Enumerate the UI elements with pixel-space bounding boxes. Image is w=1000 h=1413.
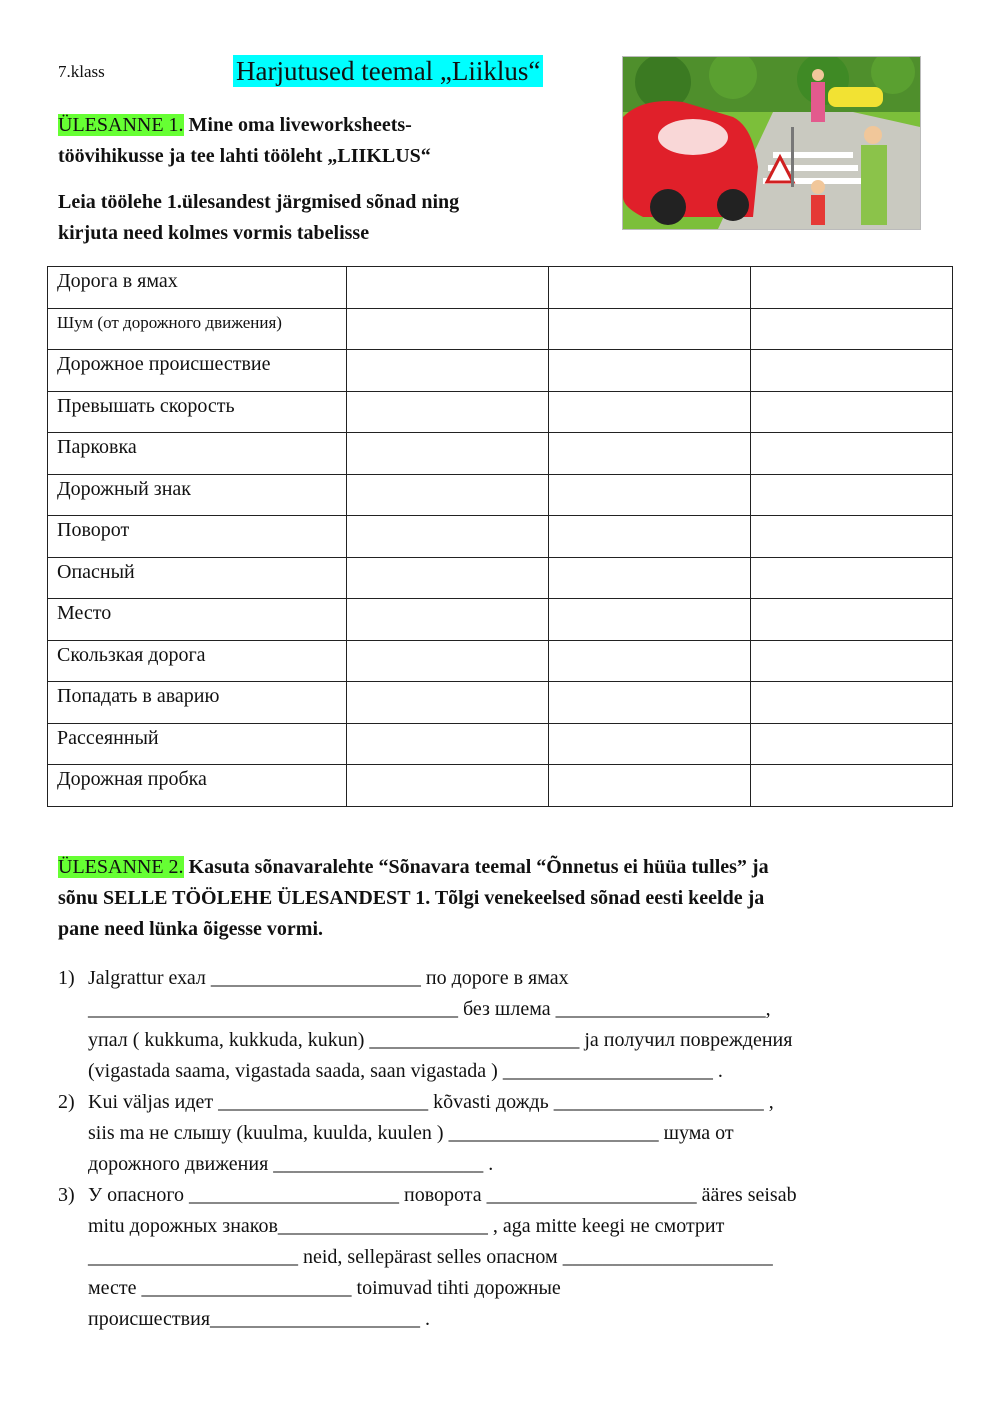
table-row (48, 723, 953, 765)
answer-cell-form-2[interactable] (549, 516, 751, 558)
exercise-number: 2) (58, 1091, 75, 1113)
answer-cell-form-3[interactable] (751, 557, 953, 599)
answer-cell-form-2[interactable] (549, 557, 751, 599)
answer-cell-form-2[interactable] (549, 640, 751, 682)
answer-cell-form-3[interactable] (751, 765, 953, 807)
table-row (48, 682, 953, 724)
russian-word-cell: Дорожная пробка (48, 765, 347, 807)
answer-cell-form-3[interactable] (751, 433, 953, 475)
exercise-line: Kui väljas идет _____________________ kõvasti дождь _____________________ , (88, 1091, 774, 1113)
exercise-line: У опасного _____________________ поворота _____________________ ääres seisab (88, 1184, 797, 1206)
exercise-line: происшествия_____________________ . (88, 1308, 431, 1330)
answer-cell-form-2[interactable] (549, 599, 751, 641)
task1-label: ÜLESANNE 1. (58, 114, 184, 136)
task2-text-a: Kasuta sõnavaralehte “Sõnavara teemal “Õnnetus ei hüüa tulles” ja (183, 856, 769, 878)
answer-cell-form-3[interactable] (751, 723, 953, 765)
russian-word-cell: Дорога в ямах (48, 267, 347, 309)
answer-cell-form-2[interactable] (549, 474, 751, 516)
answer-cell-form-1[interactable] (347, 682, 549, 724)
exercise-item (58, 963, 958, 1087)
exercise-item (58, 1180, 958, 1335)
table-row (48, 350, 953, 392)
answer-cell-form-2[interactable] (549, 682, 751, 724)
russian-word-cell: Превышать скорость (48, 391, 347, 433)
task2-text-c: pane need lünka õigesse vormi. (58, 918, 324, 940)
table-row (48, 308, 953, 350)
table-row (48, 474, 953, 516)
answer-cell-form-3[interactable] (751, 267, 953, 309)
task2-heading (58, 852, 938, 945)
russian-word-cell: Дорожный знак (48, 474, 347, 516)
answer-cell-form-3[interactable] (751, 350, 953, 392)
exercise-line: mitu дорожных знаков_____________________ , aga mitte keegi не смотрит (88, 1215, 725, 1237)
russian-word-cell: Попадать в аварию (48, 682, 347, 724)
table-row (48, 640, 953, 682)
answer-cell-form-1[interactable] (347, 765, 549, 807)
russian-word-cell: Скользкая дорога (48, 640, 347, 682)
answer-cell-form-1[interactable] (347, 391, 549, 433)
table-row (48, 267, 953, 309)
task2-label: ÜLESANNE 2. (58, 856, 184, 878)
task1-text-a: Mine oma liveworksheets- (183, 114, 412, 136)
exercise-line: дорожного движения _____________________ . (88, 1153, 494, 1175)
answer-cell-form-1[interactable] (347, 516, 549, 558)
table-row (48, 765, 953, 807)
answer-cell-form-3[interactable] (751, 474, 953, 516)
answer-cell-form-2[interactable] (549, 765, 751, 807)
answer-cell-form-3[interactable] (751, 516, 953, 558)
answer-cell-form-1[interactable] (347, 350, 549, 392)
answer-cell-form-1[interactable] (347, 433, 549, 475)
exercise-number: 1) (58, 967, 75, 989)
task1-instr-b: kirjuta need kolmes vormis tabelisse (58, 222, 370, 244)
answer-cell-form-2[interactable] (549, 723, 751, 765)
table-row (48, 391, 953, 433)
answer-cell-form-1[interactable] (347, 640, 549, 682)
exercise-line: (vigastada saama, vigastada saada, saan vigastada ) _____________________ . (88, 1060, 723, 1082)
answer-cell-form-2[interactable] (549, 308, 751, 350)
answer-cell-form-1[interactable] (347, 557, 549, 599)
answer-cell-form-1[interactable] (347, 308, 549, 350)
task1-text-b: töövihikusse ja tee lahti tööleht „LIIKLUS“ (58, 145, 431, 167)
grade-label: 7.klass (58, 62, 105, 81)
table-row (48, 557, 953, 599)
russian-word-cell: Поворот (48, 516, 347, 558)
answer-cell-form-3[interactable] (751, 391, 953, 433)
traffic-illustration (622, 56, 921, 230)
answer-cell-form-1[interactable] (347, 723, 549, 765)
exercise-line: _____________________ neid, sellepärast selles опасном _____________________ (88, 1246, 773, 1268)
russian-word-cell: Опасный (48, 557, 347, 599)
exercise-line: siis ma не слышу (kuulma, kuulda, kuulen ) _____________________ шума от (88, 1122, 734, 1144)
page-title: Harjutused teemal „Liiklus“ (233, 55, 543, 87)
task2-text-b: sõnu SELLE TÖÖLEHE ÜLESANDEST 1. Tõlgi venekeelsed sõnad eesti keelde ja (58, 887, 765, 909)
task1-instructions (58, 187, 598, 249)
exercise-number: 3) (58, 1184, 75, 1206)
task1-heading (58, 110, 598, 172)
answer-cell-form-1[interactable] (347, 474, 549, 516)
table-row (48, 599, 953, 641)
vocabulary-table (47, 266, 953, 807)
exercise-list (58, 963, 958, 1335)
russian-word-cell: Шум (от дорожного движения) (48, 308, 347, 350)
russian-word-cell: Дорожное происшествие (48, 350, 347, 392)
answer-cell-form-2[interactable] (549, 350, 751, 392)
answer-cell-form-3[interactable] (751, 682, 953, 724)
answer-cell-form-1[interactable] (347, 599, 549, 641)
russian-word-cell: Парковка (48, 433, 347, 475)
table-row (48, 516, 953, 558)
answer-cell-form-3[interactable] (751, 308, 953, 350)
exercise-line: месте _____________________ toimuvad tihti дорожные (88, 1277, 561, 1299)
answer-cell-form-1[interactable] (347, 267, 549, 309)
exercise-line: Jalgrattur ехал _____________________ по дороге в ямах (88, 967, 569, 989)
answer-cell-form-3[interactable] (751, 599, 953, 641)
answer-cell-form-2[interactable] (549, 391, 751, 433)
exercise-line: _____________________________________ без шлема _____________________, (88, 998, 771, 1020)
exercise-item (58, 1087, 958, 1180)
answer-cell-form-3[interactable] (751, 640, 953, 682)
russian-word-cell: Место (48, 599, 347, 641)
answer-cell-form-2[interactable] (549, 433, 751, 475)
table-row (48, 433, 953, 475)
exercise-line: упал ( kukkuma, kukkuda, kukun) _____________________ ja получил повреждения (88, 1029, 793, 1051)
answer-cell-form-2[interactable] (549, 267, 751, 309)
russian-word-cell: Рассеянный (48, 723, 347, 765)
task1-instr-a: Leia töölehe 1.ülesandest järgmised sõnad ning (58, 191, 460, 213)
